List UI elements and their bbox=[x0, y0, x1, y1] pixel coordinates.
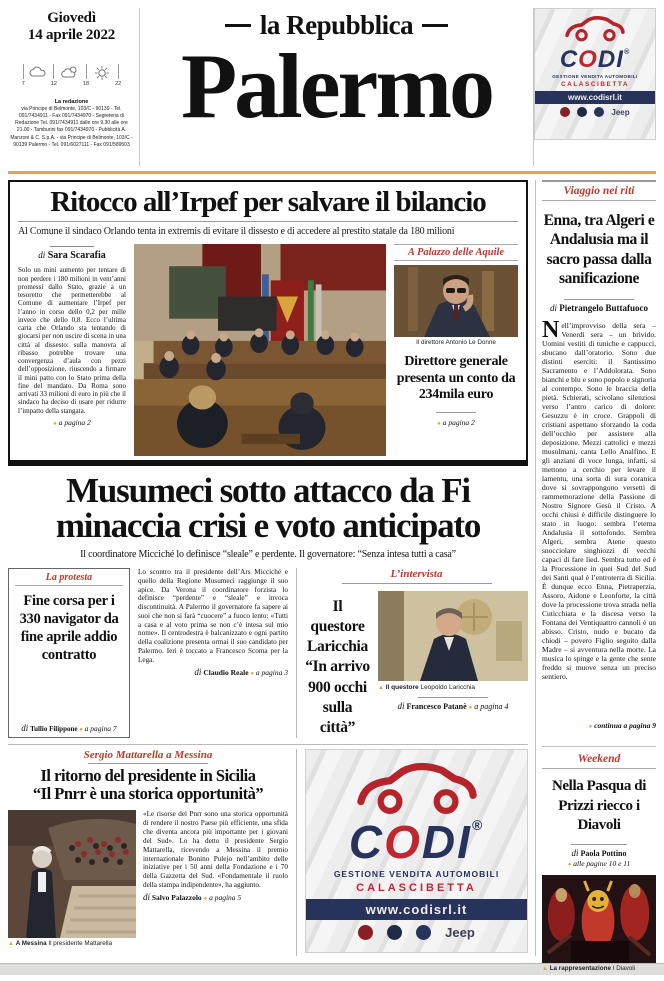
sidebar-headline: Direttore generale presenta un conto da 234mila euro bbox=[396, 354, 516, 403]
rule bbox=[564, 299, 634, 300]
codi-tagline: GESTIONE VENDITA AUTOMOBILI bbox=[333, 869, 500, 879]
edition-title: Palermo bbox=[180, 35, 493, 137]
mattarella-story bbox=[8, 749, 288, 956]
politics-headline: Musumeci sotto attacco da Fi minaccia crisi e voto anticipato bbox=[55, 471, 481, 545]
brand-rule bbox=[422, 24, 448, 27]
fiat-logo-icon bbox=[560, 107, 570, 117]
jeep-logo: Jeep bbox=[611, 107, 630, 117]
mattarella-body-column bbox=[143, 810, 288, 947]
rites-column bbox=[542, 180, 656, 740]
mattarella-body: «Le risorse del Pnrr sono una storica opportunità di rendere il nostro Paese più efficiente, una sfida che diventa ancora più importante per i giovani del Sud». Lo ha detto il presidente Sergio Mattarella, ricevendo a Messina il premio internazionale Bonino Pulejo nell’ambito delle iniziative per i 50 anni della Fondazione e i 70 della Gazzetta del Sud. «Fondamentale il ruolo della stampa indipendente», ha aggiunto. bbox=[143, 809, 288, 890]
masthead bbox=[8, 8, 656, 166]
codi-town: CALASCIBETTA bbox=[356, 882, 477, 894]
weather-tick: 7 bbox=[22, 64, 25, 87]
rites-kicker: Viaggio nei riti bbox=[542, 182, 656, 201]
codi-town: CALASCIBETTA bbox=[560, 81, 630, 88]
rule bbox=[436, 412, 476, 413]
rule bbox=[18, 221, 518, 222]
lancia-logo-icon bbox=[594, 107, 604, 117]
newspaper-brand: la Repubblica bbox=[259, 10, 414, 40]
lancia-logo-icon bbox=[416, 925, 431, 940]
weekend-headline: Nella Pasqua di Prizzi riecco i Diavoli bbox=[551, 778, 647, 833]
interview-kicker: L’intervista bbox=[390, 568, 443, 580]
date-box bbox=[8, 8, 140, 166]
questore-photo bbox=[378, 591, 528, 681]
rites-byline: di Pietrangelo Buttafuoco bbox=[550, 302, 648, 313]
protest-byline: di Tullio Filippone ● a pagina 7 bbox=[21, 723, 117, 733]
interview-section bbox=[296, 568, 528, 738]
rule bbox=[418, 697, 488, 698]
protest-headline: Fine corsa per i 330 navigator da fine aprile addio contratto bbox=[19, 593, 119, 664]
brand-rule bbox=[225, 24, 251, 27]
redazione-info: via Principe di Belmonte, 103/C - 90139 - Tel. 091/7434911 - Fax 091/7434970 - Segreteria di Redazione Tel. 091/7434911 dalle ore 9.30 alle ore 21.00 - Tamburini fax 091/7434970 - Pubblicità A. Manzoni & C. S.p.A. - via Principe di Belmonte, 103/C - 90139 Palermo - Tel. 091/6027111 - Fax 091/589503 bbox=[10, 105, 133, 148]
bottom-section bbox=[8, 744, 528, 956]
mattarella-photo bbox=[8, 810, 136, 938]
alfa-romeo-logo-icon bbox=[387, 925, 402, 940]
lead-byline: di Sara Scarafia bbox=[38, 250, 106, 262]
rule bbox=[50, 246, 94, 247]
sidebar-kicker: A Palazzo delle Aquile bbox=[394, 244, 518, 261]
director-photo bbox=[394, 261, 518, 337]
sidebar-pageref: ● a pagina 2 bbox=[437, 417, 475, 427]
codi-wordmark: CODI® bbox=[559, 46, 631, 73]
weather-strip bbox=[12, 57, 131, 87]
rule bbox=[88, 763, 208, 764]
mattarella-photo-caption: ▲ A Messina Il presidente Mattarella bbox=[8, 939, 113, 947]
codi-car-icon bbox=[564, 14, 626, 42]
interview-headline: Il questore Laricchia “In arrivo 900 occhi sulla città” bbox=[305, 598, 370, 736]
protest-box bbox=[8, 568, 130, 738]
codi-car-icon bbox=[353, 760, 481, 814]
jeep-logo: Jeep bbox=[445, 925, 475, 940]
codi-url: www.codisrl.it bbox=[535, 91, 655, 104]
director-photo-caption: Il direttore Antonio Le Donne bbox=[416, 339, 496, 347]
weekend-column bbox=[542, 746, 656, 972]
masthead-center bbox=[140, 8, 534, 166]
devils-photo-caption: ▲ La rappresentazione I Diavoli bbox=[542, 964, 636, 972]
codi-ad-top bbox=[534, 8, 656, 140]
politics-standfirst: Il coordinatore Micciché lo definisce “sleale” e perdente. Il governatore: “Senza intesa tutti a casa” bbox=[80, 549, 456, 560]
weekend-byline: di Paola Pottino bbox=[571, 847, 627, 858]
codi-tagline: GESTIONE VENDITA AUTOMOBILI bbox=[552, 74, 638, 79]
mattarella-headline: Il ritorno del presidente in Sicilia “Il Pnrr è una storica opportunità” bbox=[32, 766, 264, 804]
codi-wordmark: CODI® bbox=[348, 816, 485, 868]
redazione-title: La redazione bbox=[54, 98, 89, 105]
interview-byline: di Francesco Patanè ● a pagina 4 bbox=[397, 701, 509, 711]
politics-byline: di Claudio Reale ● a pagina 3 bbox=[194, 666, 288, 677]
mattarella-byline: di Salvo Palazzolo ● a pagina 5 bbox=[143, 892, 242, 903]
devils-photo bbox=[542, 875, 656, 963]
politics-story bbox=[8, 466, 528, 738]
weekend-pageref: ● alle pagine 10 e 11 bbox=[567, 858, 631, 868]
rites-continua: ● continua a pagina 9 bbox=[588, 720, 656, 730]
weekend-kicker: Weekend bbox=[542, 750, 656, 769]
codi-partner-logos bbox=[538, 107, 652, 117]
lead-standfirst: Al Comune il sindaco Orlando tenta in extremis di evitare il dissesto e di accedere al prestito statale da 180 milioni bbox=[18, 226, 455, 238]
lead-body: Solo un mini aumento per tentare di non perdere i 180 milioni in vent’anni promessi dallo Stato, grazie a un tesoretto che permetterebbe al Comune di aumentare l’Irpef per l’anno in corso dello 0,2 per mille invece che dello 0,8. Ecco l’ultima carta che Orlando sta tentando di giocarsi per non uscire di scena in una città al dissesto: sulla manovra al ribasso potrebbe trovare una convergenza d’aula con pezzi dell’opposizione, riuscendo a firmare il mini patto con lo Stato prima della fine del mandato. Da Roma sono arrivati 33 milioni di euro in più che il sindaco ha deciso di usare per ridurre l’impatto della stangata. bbox=[18, 266, 126, 415]
alfa-romeo-logo-icon bbox=[577, 107, 587, 117]
politics-body: Lo scontro tra il presidente dell’Ars Micciché e quello della Regione Musumeci raggiunge il suo apice. Da Verona il coordinatore forzista lo definisce “perdente” e “sleale” e invoca discontinuità. A Palermo il governatore fa sapere ai suoi che non si farà “cuocere” a fuoco lento: «Tutti a casa e al voto prima se non c’è intesa sul mio nome». Il centrodestra è balcanizzato e ogni partito della coalizione presenta ormai il suo candidato per Palermo. Ieri è toccato a Francesco Scoma per la Lega. bbox=[138, 568, 288, 664]
weather-tick: 18 bbox=[83, 64, 89, 87]
rites-body: Nell’improvviso della sera – Venerdì sera – un brivido. Uomini vestiti di tuniche e cappucci, sbucano dall’oratorio. Sono due distinti eserciti: il Santissimo Sacramento e l’Addolorata. Sono bianchi e blu e sono popolo e signoria al contempo. Sono le braccia della pietà. Schierati, scivolano silenziosi verso l’antro carico di dolore: Gesuzzu è in croce. Grappoli di cristiani aspettano sforzando la coda dell’occhio per assistere alla deposizione. Mezzi cattolici e mezzi musulmani, canta Lello Analfino. E gli anziani di voce lunga, infatti, si mettono a cerchio per levare il lamentu, una sorta di sura coranica dove si sovrappongono versetti di rammemorazione della Passione di Nostro Signore Gesù il Cristo. A occhi chiusi è difficile distinguere lo stato in luogo: sembra l’eterna Andalusia il sottofondo. Sembra Algeri, sembra Atene questo snocciolare singhiozzi di vecchi capaci di fare lied. Sembra tutto ed è la Processione in quei Sud del Sud dei Santi qual è l’entroterra di Sicilia. È dunque ecco Enna, Pietraperzia, Assoro, Aidone e Leonforte, la città dove la processione trova strada nella Cuticchiata e la discesa verso la Fontana dei Ventiquattro cannoli è un abisso. Cristo, nudo e bucato da chiodi – povero Figlio seguito dalla Madre – si avventura nella morte. La musica lo spinge e la gente che sente freddo si muove senza un preciso sentiero. bbox=[542, 316, 656, 681]
rule bbox=[342, 583, 492, 584]
weather-tick: 22 bbox=[115, 64, 121, 87]
mattarella-kicker: Sergio Mattarella a Messina bbox=[83, 749, 213, 761]
newspaper-front-page bbox=[0, 8, 664, 981]
cloud-icon bbox=[28, 63, 48, 83]
codi-partner-logos bbox=[312, 925, 521, 940]
date-weekday: Giovedì bbox=[47, 10, 96, 26]
questore-photo-caption: ▲ Il questore Leopoldo Laricchia bbox=[378, 684, 476, 691]
rule bbox=[571, 844, 627, 845]
lead-story bbox=[8, 180, 528, 466]
lead-body-column bbox=[18, 244, 126, 456]
politics-body-column bbox=[138, 568, 288, 738]
partly-cloudy-icon bbox=[60, 63, 80, 83]
weather-tick: 12 bbox=[51, 64, 57, 87]
lead-pageref: ● a pagina 2 bbox=[53, 417, 91, 427]
codi-ad-bottom bbox=[305, 749, 528, 953]
section-divider-rule bbox=[8, 171, 656, 174]
lead-headline: Ritocco all’Irpef per salvare il bilancio bbox=[50, 186, 486, 218]
fiat-logo-icon bbox=[358, 925, 373, 940]
rites-headline: Enna, tra Algeri e Andalusia ma il sacro passa dalla sanificazione bbox=[543, 212, 655, 288]
right-rail bbox=[535, 180, 656, 972]
lead-sidebar bbox=[394, 244, 518, 456]
sun-icon bbox=[92, 63, 112, 83]
date-full: 14 aprile 2022 bbox=[27, 27, 116, 44]
codi-url: www.codisrl.it bbox=[306, 899, 527, 920]
council-chamber-photo bbox=[134, 244, 386, 456]
protest-kicker: La protesta bbox=[15, 572, 123, 586]
